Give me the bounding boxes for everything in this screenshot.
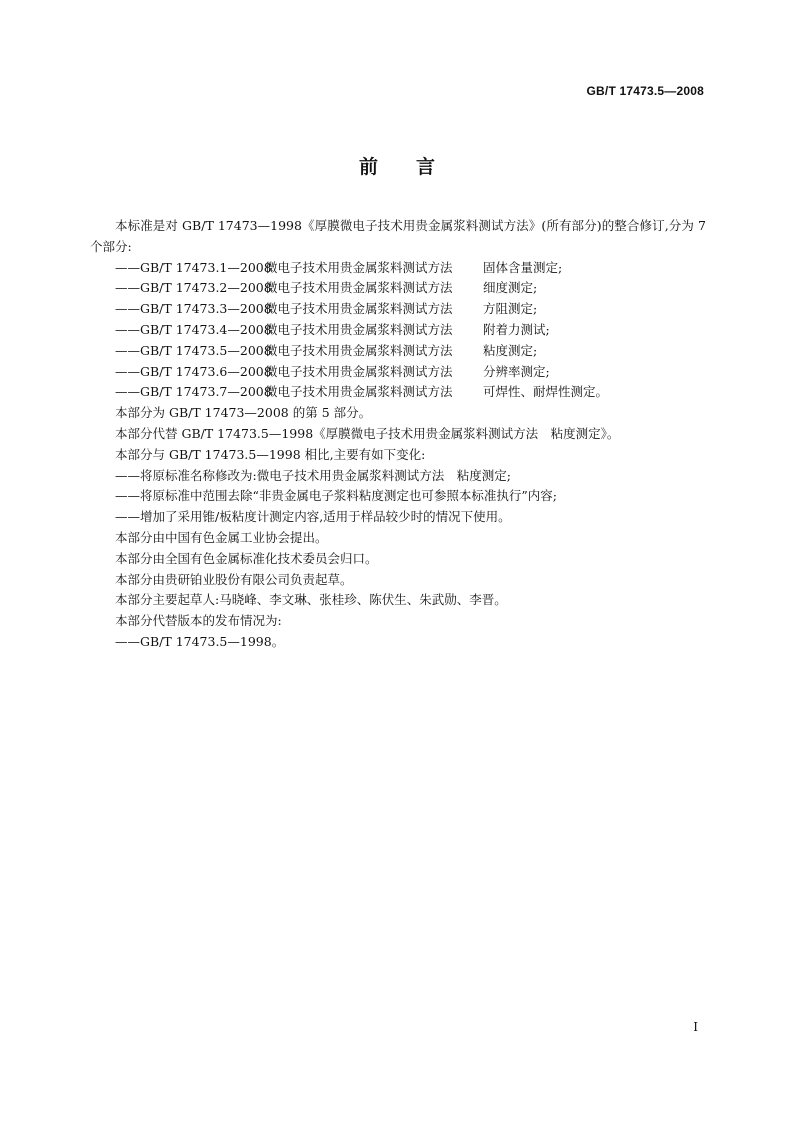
drafters-statement: 本部分主要起草人:马晓峰、李文琳、张桂珍、陈伏生、朱武勋、李晋。 bbox=[115, 592, 507, 608]
part-code: ——GB/T 17473.4—2008 bbox=[115, 321, 272, 337]
standard-number: GB/T 17473.5—2008 bbox=[586, 84, 704, 98]
part-list-item bbox=[90, 258, 706, 279]
replaces-statement: 本部分代替 GB/T 17473.5—1998《厚膜微电子技术用贵金属浆料测试方法 粘度测定》。 bbox=[115, 425, 620, 441]
part-topic: 可焊性、耐焊性测定。 bbox=[483, 384, 609, 400]
part-of-statement: 本部分为 GB/T 17473—2008 的第 5 部分。 bbox=[115, 405, 372, 421]
page-title-char-1: 前 bbox=[358, 156, 378, 178]
part-topic: 附着力测试; bbox=[483, 321, 550, 337]
part-name: 微电子技术用贵金属浆料测试方法 bbox=[265, 280, 453, 296]
compared-statement: 本部分与 GB/T 17473.5—1998 相比,主要有如下变化: bbox=[115, 446, 426, 462]
part-list-item bbox=[90, 299, 706, 320]
part-name: 微电子技术用贵金属浆料测试方法 bbox=[265, 321, 453, 337]
history-label: 本部分代替版本的发布情况为: bbox=[115, 613, 282, 629]
part-list-item bbox=[90, 341, 706, 362]
page-title-char-2: 言 bbox=[416, 156, 436, 178]
part-name: 微电子技术用贵金属浆料测试方法 bbox=[265, 259, 453, 275]
part-code: ——GB/T 17473.1—2008 bbox=[115, 259, 272, 275]
page-title bbox=[0, 152, 794, 179]
proposed-by-statement: 本部分由中国有色金属工业协会提出。 bbox=[115, 529, 328, 545]
history-item: ——GB/T 17473.5—1998。 bbox=[115, 633, 285, 649]
part-code: ——GB/T 17473.6—2008 bbox=[115, 363, 272, 379]
foreword-body bbox=[90, 216, 706, 653]
change-item: ——增加了采用锥/板粘度计测定内容,适用于样品较少时的情况下使用。 bbox=[115, 509, 511, 525]
part-code: ——GB/T 17473.2—2008 bbox=[115, 280, 272, 296]
part-topic: 粘度测定; bbox=[483, 342, 538, 358]
part-code: ——GB/T 17473.5—2008 bbox=[115, 342, 272, 358]
part-list-item bbox=[90, 362, 706, 383]
part-list-item bbox=[90, 320, 706, 341]
part-topic: 细度测定; bbox=[483, 280, 538, 296]
part-code: ——GB/T 17473.3—2008 bbox=[115, 301, 272, 317]
part-code: ——GB/T 17473.7—2008 bbox=[115, 384, 272, 400]
page-number: I bbox=[693, 1020, 698, 1034]
part-topic: 分辨率测定; bbox=[483, 363, 550, 379]
change-item: ——将原标准名称修改为:微电子技术用贵金属浆料测试方法 粘度测定; bbox=[115, 467, 511, 483]
part-topic: 方阻测定; bbox=[483, 301, 538, 317]
part-name: 微电子技术用贵金属浆料测试方法 bbox=[265, 384, 453, 400]
part-topic: 固体含量测定; bbox=[483, 259, 563, 275]
part-name: 微电子技术用贵金属浆料测试方法 bbox=[265, 363, 453, 379]
intro-paragraph: 本标准是对 GB/T 17473—1998《厚膜微电子技术用贵金属浆料测试方法》(所有部分)的整合修订,分为 7 个部分: bbox=[90, 218, 706, 254]
part-list-item bbox=[90, 278, 706, 299]
part-name: 微电子技术用贵金属浆料测试方法 bbox=[265, 301, 453, 317]
part-list-item bbox=[90, 382, 706, 403]
managed-by-statement: 本部分由全国有色金属标准化技术委员会归口。 bbox=[115, 550, 378, 566]
drafted-by-statement: 本部分由贵研铂业股份有限公司负责起草。 bbox=[115, 571, 353, 587]
change-item: ——将原标准中范围去除“非贵金属电子浆料粘度测定也可参照本标准执行”内容; bbox=[115, 488, 557, 504]
part-name: 微电子技术用贵金属浆料测试方法 bbox=[265, 342, 453, 358]
